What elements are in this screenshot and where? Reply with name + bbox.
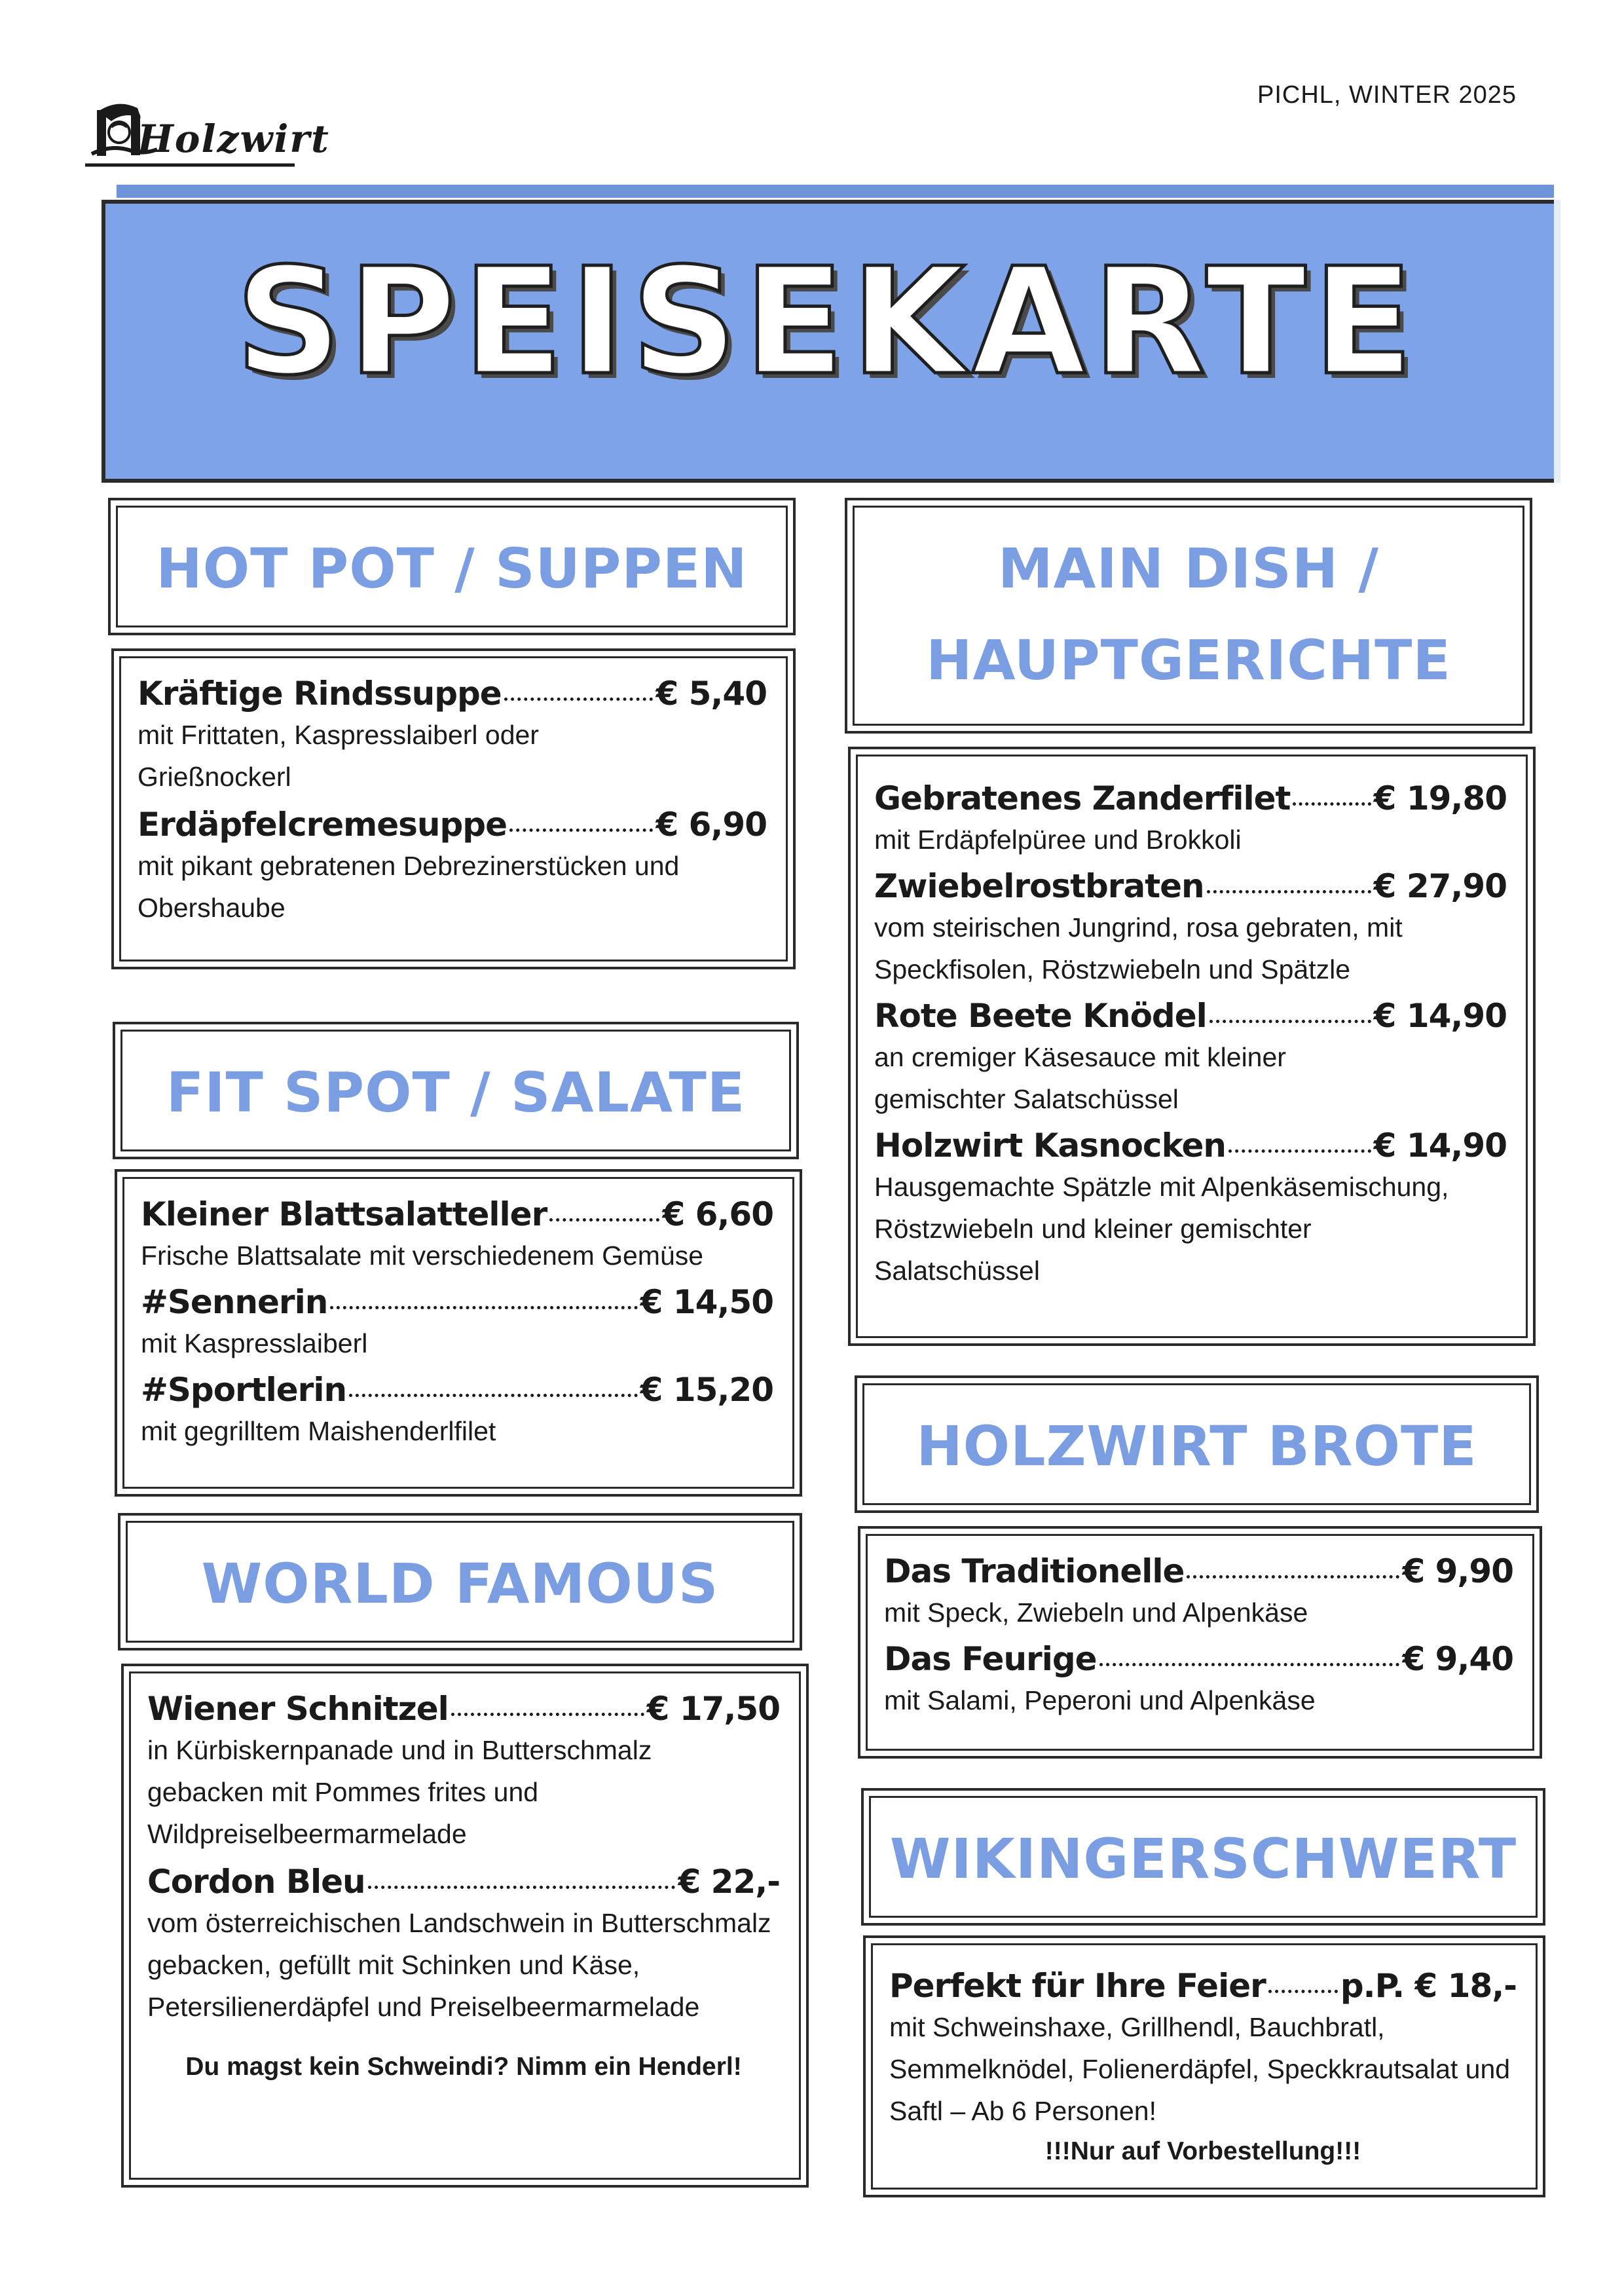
page-title: SPEISEKARTE: [235, 236, 1420, 408]
leader-dots: [1187, 1575, 1399, 1578]
item-name: Erdäpfelcremesuppe: [138, 806, 507, 844]
section-header-salate: [113, 1022, 799, 1159]
item-price: € 17,50: [646, 1690, 780, 1728]
item-description: mit Frittaten, Kaspresslaiberl oder Grießnockerl: [138, 720, 539, 792]
leader-dots: [1099, 1663, 1400, 1666]
item-description: an cremiger Käsesauce mit kleiner gemischter Salatschüssel: [874, 1042, 1286, 1114]
item-price: € 22,-: [678, 1863, 780, 1901]
item-price: € 9,40: [1402, 1640, 1513, 1678]
leader-dots: [549, 1218, 659, 1222]
item-list: [874, 779, 1507, 1299]
section-header-main-dish: [845, 498, 1532, 734]
leader-dots: [451, 1713, 644, 1716]
item-description: vom österreichischen Landschwein in Butterschmalz gebacken, gefüllt mit Schinken und Käse, Petersilienerdäpfel und Preiselbeermarmelade: [147, 1908, 771, 2022]
menu-item: [884, 1552, 1513, 1633]
section-header-suppen: [108, 498, 796, 635]
section-header-brote: [855, 1375, 1539, 1513]
leader-dots: [349, 1394, 638, 1397]
section-title: HOT POT / SUPPEN: [156, 536, 748, 601]
section-items-world-famous: [121, 1664, 809, 2188]
menu-item: [138, 675, 767, 798]
item-price: € 9,90: [1402, 1552, 1513, 1590]
menu-item: [874, 779, 1507, 861]
note-henderl: Du magst kein Schweindi? Nimm ein Henderl!: [185, 2053, 742, 2081]
item-name: #Sennerin: [141, 1283, 328, 1321]
item-description: mit pikant gebratenen Debrezinerstücken und Obershaube: [138, 851, 680, 923]
item-list: [147, 1690, 780, 2087]
section-items-wikinger: [863, 1935, 1545, 2197]
item-price: € 19,80: [1373, 779, 1507, 817]
leader-dots: [368, 1886, 676, 1889]
section-items-suppen: [111, 648, 796, 969]
item-name: Cordon Bleu: [147, 1863, 365, 1901]
item-price: € 6,60: [662, 1195, 773, 1233]
item-name: #Sportlerin: [141, 1371, 347, 1409]
item-price: € 27,90: [1373, 867, 1507, 905]
item-description: in Kürbiskernpanade und in Butterschmalz gebacken mit Pommes frites und Wildpreiselbeermarmelade: [147, 1735, 652, 1849]
item-price: € 15,20: [640, 1371, 773, 1409]
menu-item: [874, 997, 1507, 1120]
item-price: € 5,40: [655, 675, 767, 713]
menu-item: [874, 1127, 1507, 1292]
item-name: Das Feurige: [884, 1640, 1097, 1678]
item-description: mit Speck, Zwiebeln und Alpenkäse: [884, 1597, 1308, 1628]
section-items-brote: [858, 1526, 1542, 1759]
menu-item: [889, 1967, 1517, 2132]
item-description: mit gegrilltem Maishenderlfilet: [141, 1416, 496, 1446]
leader-dots: [1207, 890, 1371, 893]
leader-dots: [509, 829, 653, 832]
item-list: [141, 1195, 773, 1460]
item-name: Kräftige Rindssuppe: [138, 675, 502, 713]
item-name: Kleiner Blattsalatteller: [141, 1195, 547, 1233]
item-description: Frische Blattsalate mit verschiedenem Gemüse: [141, 1241, 704, 1271]
item-description: mit Kaspresslaiberl: [141, 1328, 368, 1358]
item-name: Zwiebelrostbraten: [874, 867, 1204, 905]
item-price: p.P. € 18,-: [1340, 1967, 1517, 2005]
section-header-wikinger: [861, 1788, 1545, 1926]
section-title-line2: HAUPTGERICHTE: [926, 628, 1451, 692]
menu-item: [138, 806, 767, 929]
item-name: Das Traditionelle: [884, 1552, 1185, 1590]
location-season: PICHL, WINTER 2025: [1257, 81, 1517, 109]
menu-item: [147, 1863, 780, 2028]
leader-dots: [504, 698, 654, 701]
item-name: Wiener Schnitzel: [147, 1690, 449, 1728]
menu-item: [884, 1640, 1513, 1721]
item-name: Gebratenes Zanderfilet: [874, 779, 1291, 817]
leader-dots: [1209, 1020, 1371, 1023]
title-banner-accent: [117, 185, 1554, 198]
menu-item: [147, 1690, 780, 1855]
item-price: € 14,90: [1373, 997, 1507, 1035]
note-vorbestellung: !!!Nur auf Vorbestellung!!!: [1044, 2137, 1361, 2165]
item-description: Hausgemachte Spätzle mit Alpenkäsemischung, Röstzwiebeln und kleiner gemischter Salatschüssel: [874, 1172, 1449, 1286]
leader-dots: [1268, 1990, 1338, 1993]
item-price: € 14,90: [1373, 1127, 1507, 1165]
section-items-salate: [115, 1169, 802, 1497]
menu-item: [141, 1283, 773, 1364]
item-name: Perfekt für Ihre Feier: [889, 1967, 1266, 2005]
logo-text: Holzwirt: [138, 117, 330, 161]
section-header-world-famous: [118, 1513, 802, 1651]
item-description: mit Schweinshaxe, Grillhendl, Bauchbratl, Semmelknödel, Folienerdäpfel, Speckkrautsalat und Saftl – Ab 6 Personen!: [889, 2012, 1511, 2126]
item-list: [889, 1967, 1517, 2171]
item-price: € 14,50: [640, 1283, 773, 1321]
item-description: vom steirischen Jungrind, rosa gebraten, mit Speckfisolen, Röstzwiebeln und Spätzle: [874, 912, 1403, 984]
section-title: WORLD FAMOUS: [201, 1552, 719, 1616]
menu-item: [141, 1195, 773, 1277]
section-title: WIKINGERSCHWERT: [889, 1827, 1517, 1891]
item-name: Holzwirt Kasnocken: [874, 1127, 1226, 1165]
section-title: HOLZWIRT BROTE: [916, 1414, 1477, 1478]
section-title-line1: MAIN DISH /: [997, 536, 1380, 601]
item-list: [138, 675, 767, 937]
leader-dots: [1228, 1149, 1371, 1153]
item-description: mit Salami, Peperoni und Alpenkäse: [884, 1685, 1316, 1715]
item-description: mit Erdäpfelpüree und Brokkoli: [874, 825, 1242, 855]
leader-dots: [330, 1306, 637, 1309]
menu-item: [874, 867, 1507, 990]
section-items-main-dish: [848, 747, 1536, 1346]
item-list: [884, 1552, 1513, 1729]
item-price: € 6,90: [655, 806, 767, 844]
section-title: FIT SPOT / SALATE: [166, 1060, 746, 1125]
leader-dots: [1293, 802, 1371, 806]
item-name: Rote Beete Knödel: [874, 997, 1207, 1035]
menu-item: [141, 1371, 773, 1452]
